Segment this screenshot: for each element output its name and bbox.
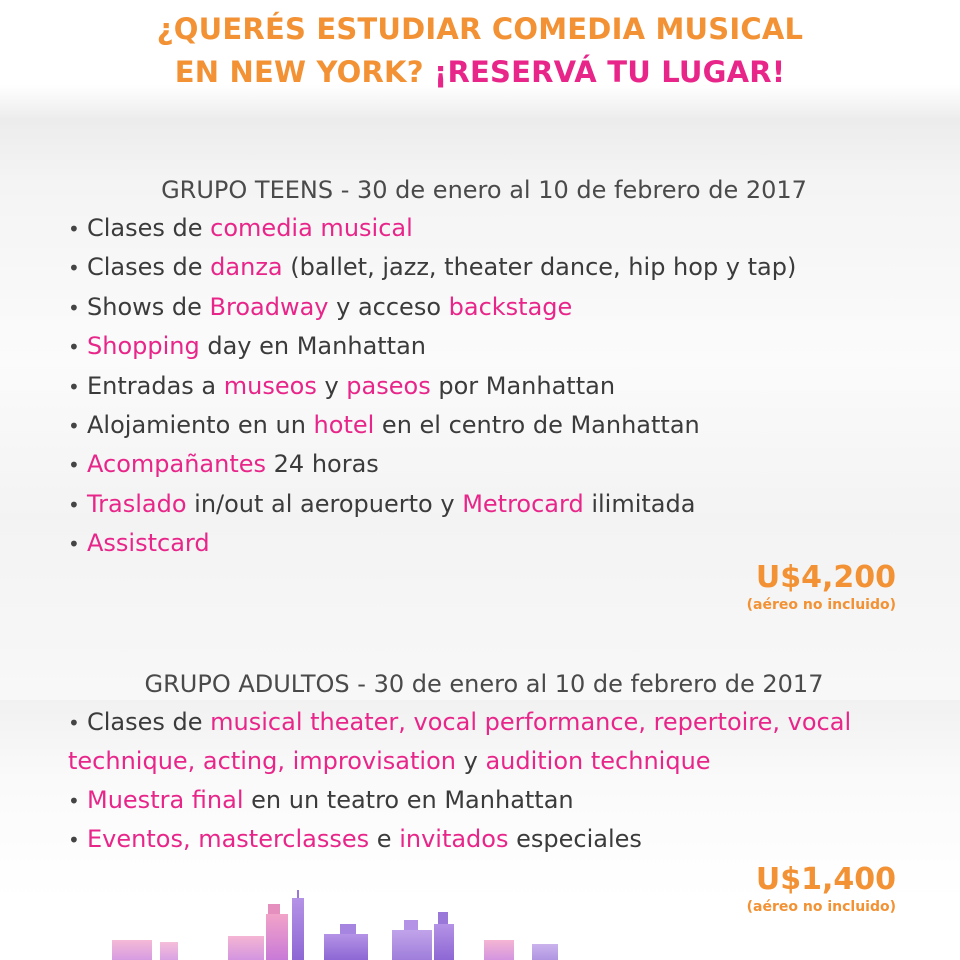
skyline-building <box>160 942 178 960</box>
skyline-building <box>112 940 152 960</box>
highlighted-text: musical theater, vocal performance, repertoire, vocal technique, acting, improvisation <box>68 708 852 776</box>
teens-features-list <box>68 209 928 564</box>
item-text: por Manhattan <box>430 371 616 400</box>
item-text: e <box>369 825 400 854</box>
teens-group-title: GRUPO TEENS - 30 de enero al 10 de febrero de 2017 <box>161 176 807 204</box>
highlighted-text: danza <box>210 253 283 282</box>
item-text: Alojamiento en un <box>87 411 314 440</box>
skyline-building <box>266 914 288 960</box>
headline-line-2 <box>0 51 960 94</box>
highlighted-text: Broadway <box>209 292 329 321</box>
teens-list-item <box>68 288 928 327</box>
highlighted-text: backstage <box>448 292 573 321</box>
teens-price-note: (aéreo no incluido) <box>746 597 896 613</box>
skyline-building <box>484 940 514 960</box>
item-text: en un teatro en Manhattan <box>243 785 574 814</box>
highlighted-text: Metrocard <box>462 489 584 518</box>
highlighted-text: Eventos, masterclasses <box>87 825 370 854</box>
bullet-icon: • <box>68 295 80 320</box>
bullet-icon: • <box>68 335 80 360</box>
item-text: day en Manhattan <box>199 332 427 361</box>
bullet-icon: • <box>68 374 80 399</box>
skyline-building <box>438 912 448 924</box>
bullet-icon: • <box>68 492 80 517</box>
bullet-icon: • <box>68 217 80 241</box>
highlighted-text: audition technique <box>485 747 711 776</box>
highlighted-text: comedia musical <box>210 214 413 242</box>
bullet-icon: • <box>68 711 80 735</box>
bullet-icon: • <box>68 414 80 439</box>
teens-price <box>747 560 896 614</box>
skyline-building <box>532 944 558 960</box>
skyline-building <box>340 924 356 934</box>
item-text: Entradas a <box>87 371 224 400</box>
skyline-building <box>268 904 280 914</box>
bullet-icon: • <box>68 788 80 813</box>
teens-list-item <box>68 327 928 366</box>
headline-question: EN NEW YORK? <box>174 55 424 89</box>
adults-price-note: (aéreo no incluido) <box>746 899 896 915</box>
highlighted-text: museos <box>223 371 317 400</box>
adults-list-item <box>68 703 928 781</box>
headline-call-to-action: ¡RESERVÁ TU LUGAR! <box>434 55 786 89</box>
teens-list-item <box>68 367 928 406</box>
teens-list-item <box>68 248 928 287</box>
skyline-building <box>228 936 264 960</box>
item-text: y <box>316 371 347 400</box>
teens-list-item <box>68 524 928 563</box>
bullet-icon: • <box>68 256 80 281</box>
highlighted-text: Assistcard <box>87 529 210 558</box>
bullet-icon: • <box>68 532 80 557</box>
item-text: Shows de <box>87 292 210 321</box>
headline-line-1: ¿QUERÉS ESTUDIAR COMEDIA MUSICAL <box>156 12 804 46</box>
item-text: Clases de <box>87 214 211 242</box>
item-text: y <box>455 747 486 776</box>
teens-list-item <box>68 209 928 248</box>
headline <box>0 8 960 94</box>
item-text: especiales <box>508 825 642 854</box>
highlighted-text: Traslado <box>87 489 187 518</box>
skyline-building <box>404 920 418 930</box>
teens-list-item <box>68 445 928 484</box>
adults-list-item <box>68 781 928 820</box>
highlighted-text: paseos <box>346 371 431 400</box>
item-text: ilimitada <box>583 489 696 518</box>
item-text: en el centro de Manhattan <box>374 411 700 440</box>
highlighted-text: hotel <box>313 411 375 440</box>
highlighted-text: Shopping <box>87 332 200 361</box>
item-text: (ballet, jazz, theater dance, hip hop y tap) <box>282 253 797 282</box>
teens-list-item <box>68 485 928 524</box>
item-text: Clases de <box>87 708 211 736</box>
item-text: Clases de <box>87 253 211 282</box>
skyline-building <box>434 924 454 960</box>
skyline-building <box>292 898 304 960</box>
adults-list-item <box>68 820 928 859</box>
item-text: in/out al aeropuerto y <box>186 489 463 518</box>
bullet-icon: • <box>68 828 80 853</box>
skyline-building <box>324 934 368 960</box>
adults-group-title: GRUPO ADULTOS - 30 de enero al 10 de febrero de 2017 <box>144 670 824 698</box>
new-york-skyline-illustration <box>0 890 960 960</box>
skyline-building <box>392 930 432 960</box>
highlighted-text: Acompañantes <box>87 450 267 479</box>
adults-price-amount: U$1,400 <box>755 862 896 897</box>
bullet-icon: • <box>68 453 80 478</box>
item-text: y acceso <box>328 292 449 321</box>
adults-features-list <box>68 703 928 860</box>
teens-list-item <box>68 406 928 445</box>
item-text: 24 horas <box>266 450 379 479</box>
teens-price-amount: U$4,200 <box>755 560 896 595</box>
highlighted-text: Muestra final <box>87 785 244 814</box>
highlighted-text: invitados <box>399 825 509 854</box>
